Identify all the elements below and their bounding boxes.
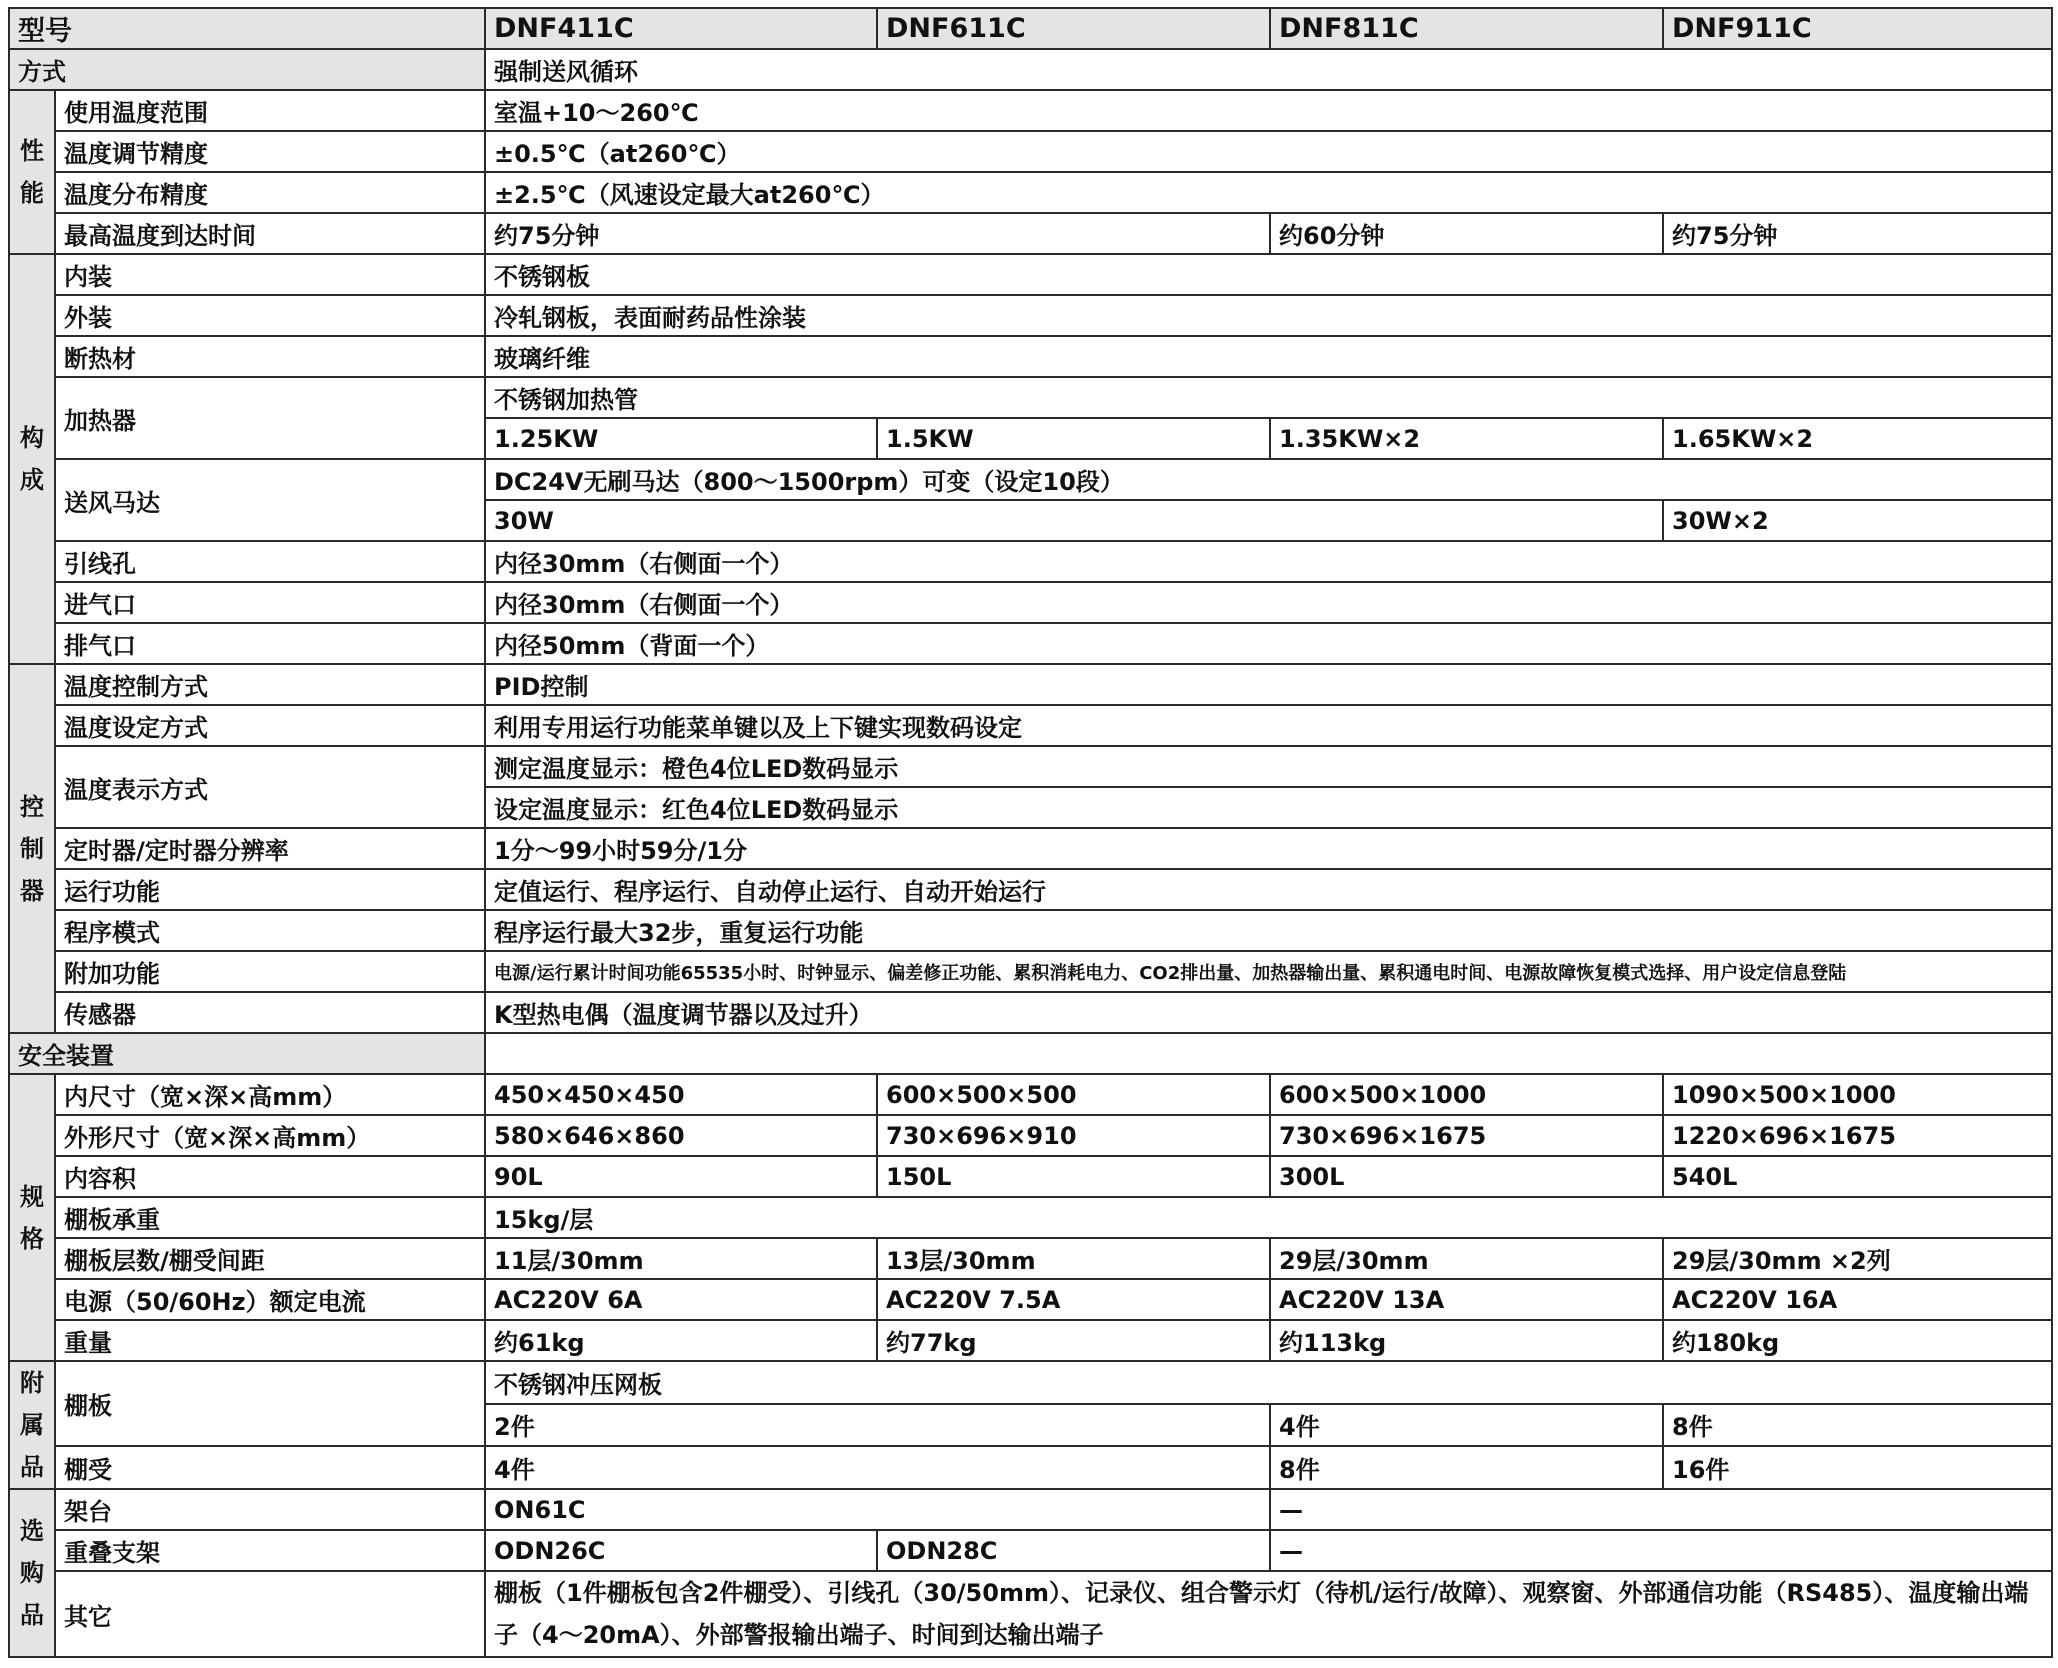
row-value: ODN26C bbox=[485, 1530, 877, 1571]
row-value: ±0.5℃（at260℃） bbox=[485, 131, 2052, 172]
table-row bbox=[9, 1074, 2052, 1115]
row-value: 30W bbox=[485, 500, 1663, 541]
category-controller: 控制器 bbox=[9, 664, 55, 1033]
category-accessories: 附属品 bbox=[9, 1361, 55, 1489]
row-value: ON61C bbox=[485, 1489, 1270, 1530]
row-value: 1.5KW bbox=[877, 418, 1270, 459]
row-value: 16件 bbox=[1663, 1446, 2052, 1489]
row-value: 内径50mm（背面一个） bbox=[485, 623, 2052, 664]
row-value: DC24V无刷马达（800～1500rpm）可变（设定10段） bbox=[485, 459, 2052, 500]
table-row bbox=[9, 869, 2052, 910]
table-row bbox=[9, 992, 2052, 1033]
row-value: 约113kg bbox=[1270, 1320, 1663, 1361]
row-label: 棚受 bbox=[55, 1446, 485, 1489]
table-row bbox=[9, 1238, 2052, 1279]
model-name: DNF611C bbox=[877, 8, 1270, 49]
row-label: 使用温度范围 bbox=[55, 90, 485, 131]
row-label: 温度控制方式 bbox=[55, 664, 485, 705]
row-label: 送风马达 bbox=[55, 459, 485, 541]
row-value: PID控制 bbox=[485, 664, 2052, 705]
table-row bbox=[9, 582, 2052, 623]
row-value: 300L bbox=[1270, 1156, 1663, 1197]
row-label: 重叠支架 bbox=[55, 1530, 485, 1571]
row-value: 约77kg bbox=[877, 1320, 1270, 1361]
row-value: ODN28C bbox=[877, 1530, 1270, 1571]
row-label: 内装 bbox=[55, 254, 485, 295]
model-name: DNF811C bbox=[1270, 8, 1663, 49]
table-row bbox=[9, 1489, 2052, 1530]
row-value: 13层/30mm bbox=[877, 1238, 1270, 1279]
row-value: ±2.5℃（风速设定最大at260℃） bbox=[485, 172, 2052, 213]
row-label: 附加功能 bbox=[55, 951, 485, 992]
row-label: 其它 bbox=[55, 1571, 485, 1657]
row-label: 外形尺寸（宽×深×高mm） bbox=[55, 1115, 485, 1156]
row-value: 29层/30mm ×2列 bbox=[1663, 1238, 2052, 1279]
row-label: 棚板承重 bbox=[55, 1197, 485, 1238]
safety-row bbox=[9, 1033, 2052, 1074]
row-value: AC220V 6A bbox=[485, 1279, 877, 1320]
method-label: 方式 bbox=[9, 49, 485, 90]
row-label: 重量 bbox=[55, 1320, 485, 1361]
row-label: 棚板层数/棚受间距 bbox=[55, 1238, 485, 1279]
table-row bbox=[9, 828, 2052, 869]
row-label: 定时器/定时器分辨率 bbox=[55, 828, 485, 869]
row-value: 8件 bbox=[1270, 1446, 1663, 1489]
table-row bbox=[9, 377, 2052, 418]
row-value: 4件 bbox=[485, 1446, 1270, 1489]
category-performance: 性能 bbox=[9, 90, 55, 254]
table-row bbox=[9, 295, 2052, 336]
row-value: 玻璃纤维 bbox=[485, 336, 2052, 377]
row-value: 冷轧钢板，表面耐药品性涂装 bbox=[485, 295, 2052, 336]
model-name: DNF911C bbox=[1663, 8, 2052, 49]
table-row bbox=[9, 1530, 2052, 1571]
row-value: 1分～99小时59分/1分 bbox=[485, 828, 2052, 869]
row-value: 约75分钟 bbox=[485, 213, 1270, 254]
row-value: 600×500×1000 bbox=[1270, 1074, 1663, 1115]
row-value: 90L bbox=[485, 1156, 877, 1197]
row-label: 进气口 bbox=[55, 582, 485, 623]
row-value: 约61kg bbox=[485, 1320, 877, 1361]
row-label: 传感器 bbox=[55, 992, 485, 1033]
table-row bbox=[9, 910, 2052, 951]
row-value: 设定温度显示：红色4位LED数码显示 bbox=[485, 787, 2052, 828]
table-row bbox=[9, 172, 2052, 213]
row-value: 1090×500×1000 bbox=[1663, 1074, 2052, 1115]
row-label: 程序模式 bbox=[55, 910, 485, 951]
row-label: 内尺寸（宽×深×高mm） bbox=[55, 1074, 485, 1115]
table-row bbox=[9, 131, 2052, 172]
row-label: 排气口 bbox=[55, 623, 485, 664]
row-label: 加热器 bbox=[55, 377, 485, 459]
row-value: AC220V 16A bbox=[1663, 1279, 2052, 1320]
row-value: 测定温度显示：橙色4位LED数码显示 bbox=[485, 746, 2052, 787]
row-value: 4件 bbox=[1270, 1404, 1663, 1447]
row-value: 540L bbox=[1663, 1156, 2052, 1197]
safety-value bbox=[485, 1033, 2052, 1074]
row-value: 约75分钟 bbox=[1663, 213, 2052, 254]
row-value: 室温+10～260℃ bbox=[485, 90, 2052, 131]
row-label: 温度调节精度 bbox=[55, 131, 485, 172]
header-row bbox=[9, 8, 2052, 49]
table-row bbox=[9, 1320, 2052, 1361]
category-specs: 规格 bbox=[9, 1074, 55, 1361]
row-label: 棚板 bbox=[55, 1361, 485, 1446]
table-row bbox=[9, 459, 2052, 500]
table-row bbox=[9, 1361, 2052, 1404]
row-value: — bbox=[1270, 1489, 2052, 1530]
row-value: 利用专用运行功能菜单键以及上下键实现数码设定 bbox=[485, 705, 2052, 746]
row-value: 约60分钟 bbox=[1270, 213, 1663, 254]
row-value: 不锈钢冲压网板 bbox=[485, 1361, 2052, 1404]
table-row bbox=[9, 1197, 2052, 1238]
row-label: 温度表示方式 bbox=[55, 746, 485, 828]
row-value: 内径30mm（右侧面一个） bbox=[485, 541, 2052, 582]
model-name: DNF411C bbox=[485, 8, 877, 49]
row-label: 运行功能 bbox=[55, 869, 485, 910]
table-row bbox=[9, 705, 2052, 746]
spec-table bbox=[8, 7, 2053, 1658]
row-value: 1.35KW×2 bbox=[1270, 418, 1663, 459]
row-value: — bbox=[1270, 1530, 2052, 1571]
row-value: 600×500×500 bbox=[877, 1074, 1270, 1115]
table-row bbox=[9, 336, 2052, 377]
row-value: 30W×2 bbox=[1663, 500, 2052, 541]
row-label: 引线孔 bbox=[55, 541, 485, 582]
row-value: 电源/运行累计时间功能65535小时、时钟显示、偏差修正功能、累积消耗电力、CO2排出量、加热器输出量、累积通电时间、电源故障恢复模式选择、用户设定信息登陆 bbox=[485, 951, 2052, 992]
row-value: 内径30mm（右侧面一个） bbox=[485, 582, 2052, 623]
row-label: 断热材 bbox=[55, 336, 485, 377]
row-label: 内容积 bbox=[55, 1156, 485, 1197]
row-value: 定值运行、程序运行、自动停止运行、自动开始运行 bbox=[485, 869, 2052, 910]
row-label: 温度分布精度 bbox=[55, 172, 485, 213]
table-row bbox=[9, 1115, 2052, 1156]
row-value: 程序运行最大32步，重复运行功能 bbox=[485, 910, 2052, 951]
table-row bbox=[9, 213, 2052, 254]
category-construction: 构成 bbox=[9, 254, 55, 664]
table-row bbox=[9, 1156, 2052, 1197]
table-row bbox=[9, 746, 2052, 787]
model-label: 型号 bbox=[9, 8, 485, 49]
row-label: 温度设定方式 bbox=[55, 705, 485, 746]
row-value: 580×646×860 bbox=[485, 1115, 877, 1156]
table-row bbox=[9, 1446, 2052, 1489]
row-value: 约180kg bbox=[1663, 1320, 2052, 1361]
row-label: 外装 bbox=[55, 295, 485, 336]
row-value: 1.65KW×2 bbox=[1663, 418, 2052, 459]
table-row bbox=[9, 1571, 2052, 1614]
row-value: 2件 bbox=[485, 1404, 1270, 1447]
row-value: 450×450×450 bbox=[485, 1074, 877, 1115]
row-value: 11层/30mm bbox=[485, 1238, 877, 1279]
row-value: 150L bbox=[877, 1156, 1270, 1197]
table-row bbox=[9, 90, 2052, 131]
row-value: 730×696×1675 bbox=[1270, 1115, 1663, 1156]
row-value: 不锈钢加热管 bbox=[485, 377, 2052, 418]
method-value: 强制送风循环 bbox=[485, 49, 2052, 90]
table-row bbox=[9, 623, 2052, 664]
category-options: 选购品 bbox=[9, 1489, 55, 1657]
table-row bbox=[9, 541, 2052, 582]
row-label: 最高温度到达时间 bbox=[55, 213, 485, 254]
method-row bbox=[9, 49, 2052, 90]
row-value: K型热电偶（温度调节器以及过升） bbox=[485, 992, 2052, 1033]
safety-label: 安全装置 bbox=[9, 1033, 485, 1074]
row-value: 15kg/层 bbox=[485, 1197, 2052, 1238]
row-value: 8件 bbox=[1663, 1404, 2052, 1447]
table-row bbox=[9, 951, 2052, 992]
row-label: 电源（50/60Hz）额定电流 bbox=[55, 1279, 485, 1320]
row-value: 730×696×910 bbox=[877, 1115, 1270, 1156]
row-value: 不锈钢板 bbox=[485, 254, 2052, 295]
row-value: 1220×696×1675 bbox=[1663, 1115, 2052, 1156]
table-row bbox=[9, 254, 2052, 295]
row-label: 架台 bbox=[55, 1489, 485, 1530]
row-value: 29层/30mm bbox=[1270, 1238, 1663, 1279]
row-value: 棚板（1件棚板包含2件棚受）、引线孔（30/50mm）、记录仪、组合警示灯（待机/运行/故障）、观察窗、外部通信功能（RS485）、温度输出端子（4～20mA）、外部警报输出端子、时间到达输出端子 bbox=[485, 1571, 2052, 1657]
row-value: 1.25KW bbox=[485, 418, 877, 459]
table-row bbox=[9, 1279, 2052, 1320]
table-row bbox=[9, 664, 2052, 705]
row-value: AC220V 7.5A bbox=[877, 1279, 1270, 1320]
row-value: AC220V 13A bbox=[1270, 1279, 1663, 1320]
